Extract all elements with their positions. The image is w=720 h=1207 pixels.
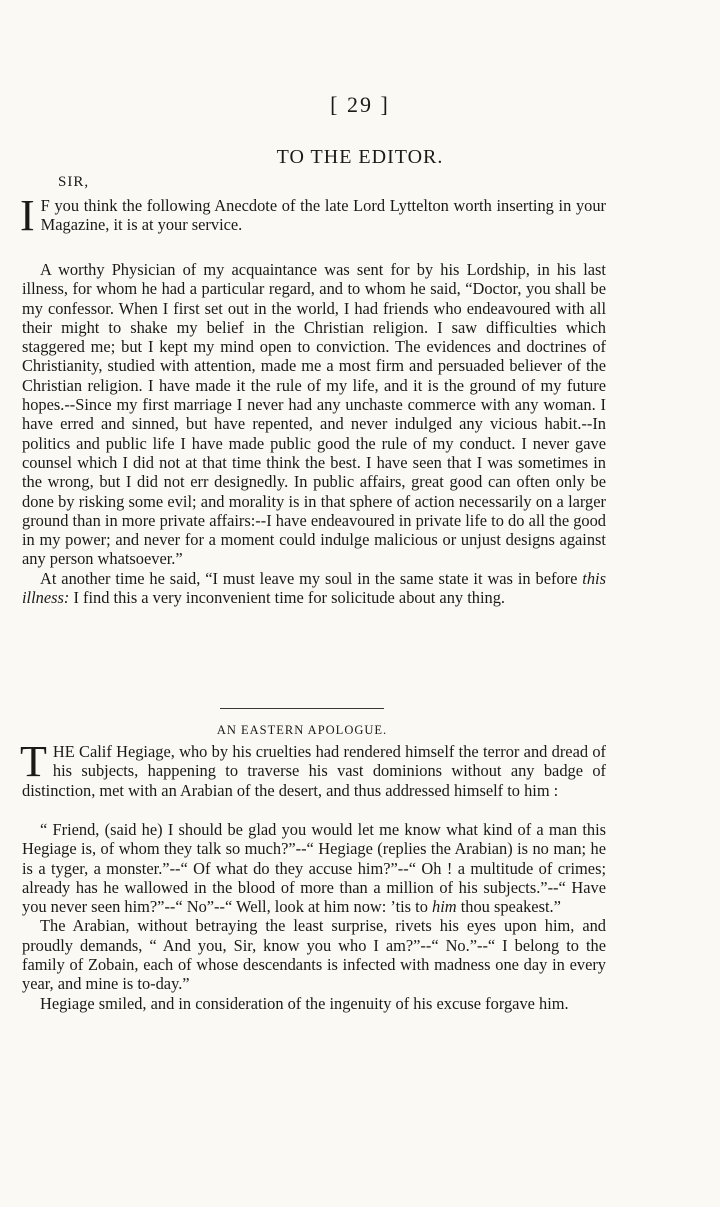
- section-divider: [220, 708, 384, 709]
- drop-cap-letter: I: [20, 191, 35, 240]
- emphasis-text: him: [432, 897, 457, 917]
- opening-paragraph: [20, 191, 606, 240]
- reply-paragraph: The Arabian, without betraying the least surprise, rivets his eyes upon him, and proudly demands, “ And you, Sir, know you who I am?”--“ No.”--“ I belong to the family of Zobain, each of whose descendants is infected with madness one day in every year, and mine is to-day.”: [22, 916, 606, 994]
- anecdote-paragraph: A worthy Physician of my acquaintance was sent for by his Lordship, in his last illness, for whom he had a particular regard, and to whom he said, “Doctor, you shall be my confessor. When I first set out in the world, I had friends who endeavoured with all their might to shake my belief in the Christian religion. I saw difficulties which staggered me; but I kept my mind open to conviction. The evidences and doctrines of Christianity, studied with attention, made me a most firm and persuaded believer of the Christian religion. I have made it the rule of my life, and it is the ground of my future hopes.--Since my first marriage I never had any unchaste commerce with any woman. I have erred and sinned, but have repented, and never indulged any vicious habit.--In politics and public life I have made public good the rule of my conduct. I never gave counsel which I did not at that time think the best. I have seen that I was sometimes in the wrong, but I did not err designedly. In public affairs, great good can often only be done by risking some evil; and morality is in that sphere of action necessarily on a larger ground than in more private affairs:--I have endeavoured in private life to do all the good in my power; and never for a moment could indulge malicious or unjust designs against any person whatsoever.”: [22, 260, 606, 569]
- closing-paragraph: Hegiage smiled, and in consideration of the ingenuity of his excuse forgave him.: [40, 993, 569, 1013]
- opening-text: F you think the following Anecdote of the late Lord Lyttelton worth inserting in your Magazine, it is at your service.: [40, 196, 606, 235]
- text-run: I find this a very inconvenient time for solicitude about any thing.: [73, 588, 505, 608]
- apologue-opening-paragraph: [20, 737, 606, 800]
- page-number: [ 29 ]: [330, 92, 390, 117]
- text-run: “ Friend, (said he) I should be glad you would let me know what kind of a man this Hegiage is, of whom they talk so much?”--“ Hegiage (replies the Arabian) is no man; he is a tyger, a monster.”--“ Of what do they accuse him?”--“ Oh ! a multitude of crimes; already has he wallowed in the blood of more than a million of his subjects.”--“ Have you never seen him?”--“ No”--“ Well, look at him now: ’tis to: [22, 820, 606, 917]
- anecdote-paragraph-2: [22, 569, 606, 608]
- text-run: At another time he said, “I must leave my soul in the same state it was in before: [40, 568, 578, 588]
- apologue-body: [22, 820, 606, 1013]
- drop-cap-letter: T: [20, 737, 47, 786]
- salutation: SIR,: [58, 174, 90, 190]
- emphasis-text: this illness:: [22, 568, 606, 608]
- apologue-opening-text: HE Calif Hegiage, who by his cruelties had rendered himself the terror and dread of his subjects, happening to traverse his vast dominions without any badge of distinction, met with an Arabian of the desert, and thus addressed himself to him :: [22, 742, 606, 800]
- page-title: TO THE EDITOR.: [276, 146, 444, 168]
- dialogue-paragraph: [22, 820, 606, 916]
- section-title: AN EASTERN APOLOGUE.: [216, 723, 388, 737]
- text-run: thou speakest.”: [460, 897, 561, 917]
- letter-body: [22, 260, 606, 607]
- letter-opening: [20, 191, 606, 240]
- apologue-opening: [20, 737, 606, 800]
